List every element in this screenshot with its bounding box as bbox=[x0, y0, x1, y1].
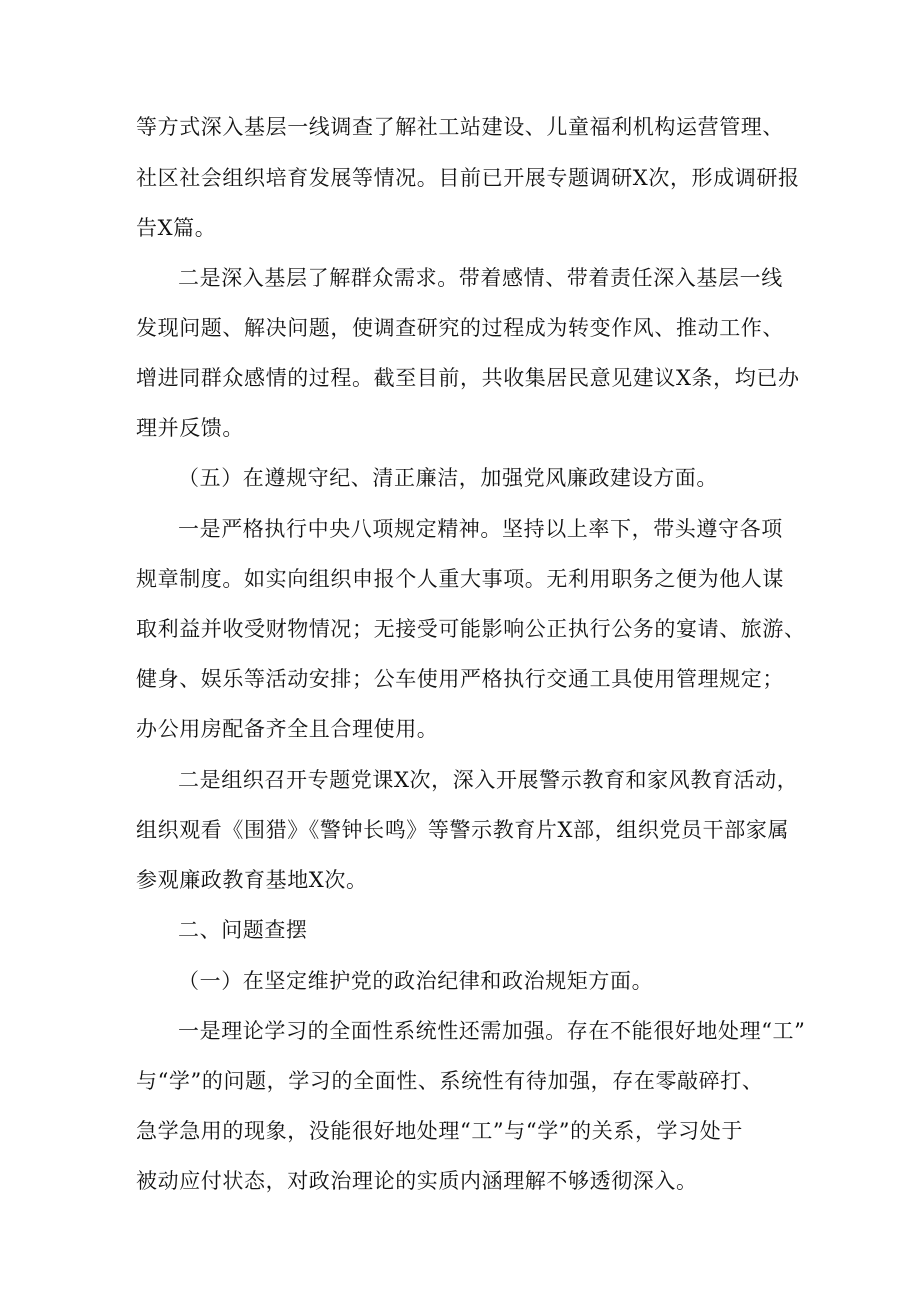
text-line: 理并反馈。 bbox=[136, 416, 244, 440]
text-line: 规章制度。如实向组织申报个人重大事项。无利用职务之便为他人谋 bbox=[136, 567, 784, 591]
text-line: 等方式深入基层一线调查了解社工站建设、儿童福利机构运营管理、 bbox=[136, 115, 784, 139]
text-line: 取利益并收受财物情况；无接受可能影响公正执行公务的宴请、旅游、 bbox=[136, 617, 806, 641]
text-line: 急学急用的现象，没能很好地处理“工”与“学”的关系，学习处于 bbox=[136, 1119, 743, 1143]
section-heading: （五）在遵规守纪、清正廉洁，加强党风廉政建设方面。 bbox=[178, 466, 718, 490]
text-line: 被动应付状态，对政治理论的实质内涵理解不够透彻深入。 bbox=[136, 1169, 698, 1193]
text-line: 增进同群众感情的过程。截至目前，共收集居民意见建议X条，均已办 bbox=[136, 366, 800, 390]
text-line: 二是组织召开专题党课X次，深入开展警示教育和家风教育活动， bbox=[178, 768, 799, 792]
text-line: 发现问题、解决问题，使调查研究的过程成为转变作风、推动工作、 bbox=[136, 316, 784, 340]
text-line: 社区社会组织培育发展等情况。目前已开展专题调研X次，形成调研报 bbox=[136, 166, 800, 190]
text-line: 告X篇。 bbox=[136, 216, 217, 240]
text-line: 二是深入基层了解群众需求。带着感情、带着责任深入基层一线 bbox=[178, 266, 783, 290]
text-line: 办公用房配备齐全且合理使用。 bbox=[136, 717, 439, 741]
text-line: 与“学”的问题，学习的全面性、系统性有待加强，存在零敲碎打、 bbox=[136, 1069, 764, 1093]
text-line: 一是理论学习的全面性系统性还需加强。存在不能很好地处理“工” bbox=[178, 1019, 806, 1043]
text-line: 组织观看《围猎》《警钟长鸣》等警示教育片X部，组织党员干部家属 bbox=[136, 818, 790, 842]
text-line: 健身、娱乐等活动安排；公车使用严格执行交通工具使用管理规定； bbox=[136, 667, 784, 691]
text-line: 一是严格执行中央八项规定精神。坚持以上率下，带头遵守各项 bbox=[178, 517, 783, 541]
text-line: 参观廉政教育基地X次。 bbox=[136, 868, 368, 892]
section-heading: （一）在坚定维护党的政治纪律和政治规矩方面。 bbox=[178, 969, 654, 993]
chapter-heading: 二、问题查摆 bbox=[178, 918, 308, 942]
